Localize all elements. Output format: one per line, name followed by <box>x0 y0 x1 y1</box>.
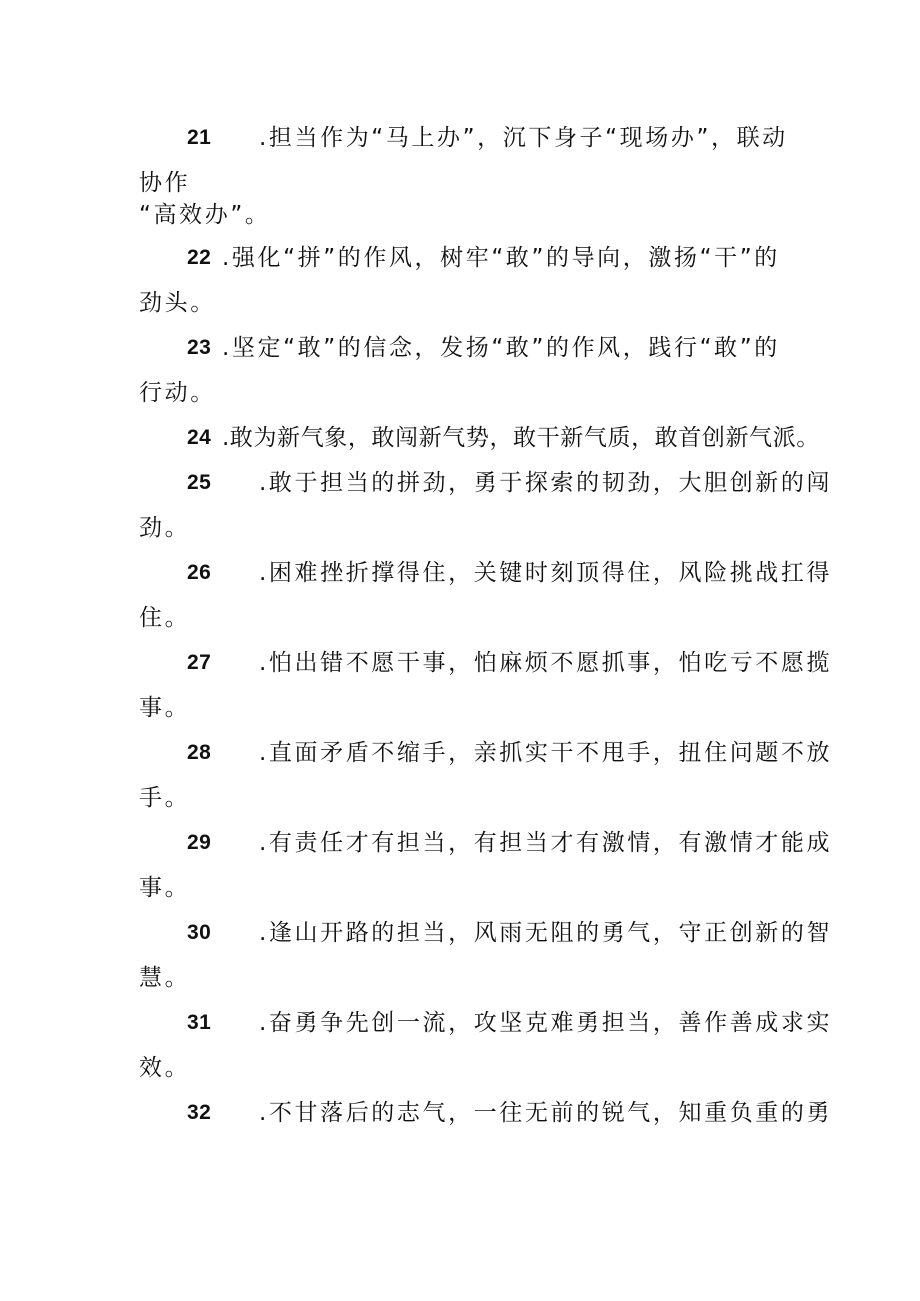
item-number: 23 <box>187 336 212 359</box>
item-text-continuation: 行动。 <box>139 380 216 406</box>
item-text-continuation: 效。 <box>139 1055 191 1081</box>
item-text-line: .坚定“敢”的信念，发扬“敢”的作风，践行“敢”的 <box>222 335 780 361</box>
item-number: 32 <box>187 1101 212 1124</box>
item-text-continuation: “高效办”。 <box>139 202 271 228</box>
item-text-continuation: 劲头。 <box>139 290 216 316</box>
item-text-line: .敢于担当的拼劲，勇于探索的韧劲，大胆创新的闯 <box>259 470 833 496</box>
item-text-line: .敢为新气象，敢闯新气势，敢干新气质，敢首创新气派。 <box>222 425 820 451</box>
item-number: 28 <box>187 741 212 764</box>
item-text-line: .奋勇争先创一流，攻坚克难勇担当，善作善成求实 <box>259 1010 833 1036</box>
item-text-line: .困难挫折撑得住，关键时刻顶得住，风险挑战扛得 <box>259 560 833 586</box>
item-number: 31 <box>187 1011 212 1034</box>
item-text-continuation: 事。 <box>139 875 191 901</box>
item-number: 29 <box>187 831 212 854</box>
item-number: 27 <box>187 651 212 674</box>
item-number: 24 <box>187 426 212 449</box>
item-text-line: .有责任才有担当，有担当才有激情，有激情才能成 <box>259 830 833 856</box>
item-number: 26 <box>187 561 212 584</box>
item-text-line: .直面矛盾不缩手，亲抓实干不甩手，扭住问题不放 <box>259 740 833 766</box>
item-number: 22 <box>187 246 212 269</box>
item-text-continuation: 住。 <box>139 605 191 631</box>
item-text-line: .不甘落后的志气，一往无前的锐气，知重负重的勇 <box>259 1100 833 1126</box>
item-text-continuation: 事。 <box>139 695 191 721</box>
item-number: 25 <box>187 471 212 494</box>
item-number: 21 <box>187 126 212 149</box>
item-text-continuation: 协作 <box>139 170 191 196</box>
item-number: 30 <box>187 921 212 944</box>
item-text-line: .逢山开路的担当，风雨无阻的勇气，守正创新的智 <box>259 920 833 946</box>
item-text-line: .担当作为“马上办”，沉下身子“现场办”，联动 <box>259 125 788 151</box>
item-text-line: .怕出错不愿干事，怕麻烦不愿抓事，怕吃亏不愿揽 <box>259 650 833 676</box>
item-text-line: .强化“拼”的作风，树牢“敢”的导向，激扬“干”的 <box>222 245 780 271</box>
item-text-continuation: 劲。 <box>139 515 191 541</box>
item-text-continuation: 慧。 <box>139 965 191 991</box>
item-text-continuation: 手。 <box>139 785 191 811</box>
